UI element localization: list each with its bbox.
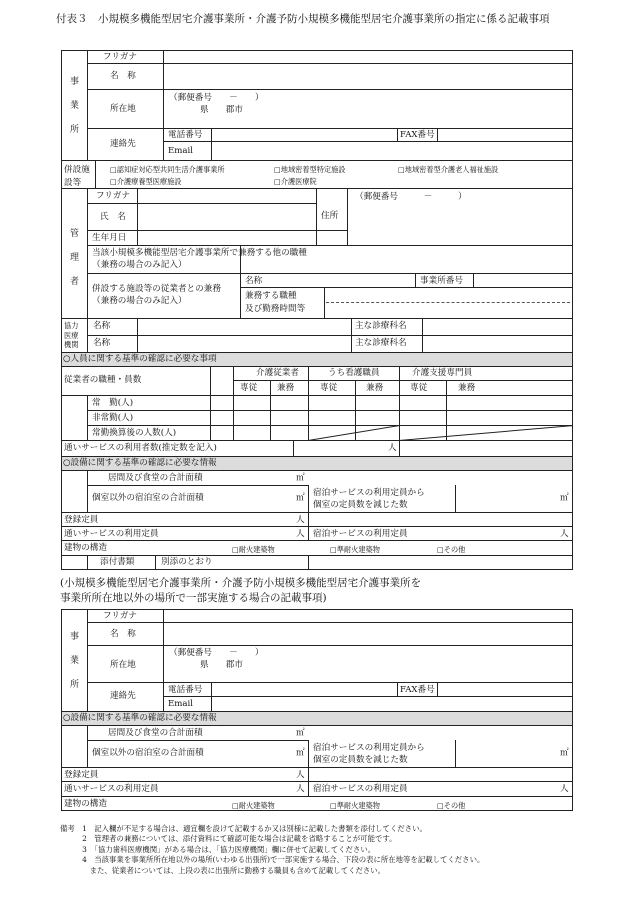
kanrisha-job-label: 兼務する職種: [245, 291, 297, 301]
note-line-1: 備考 1 記入欄が不足する場合は、適宜欄を設けて記載するか又は別様に記載した書類を添付してください。: [60, 824, 427, 833]
lower-furigana-label: フリガナ: [103, 611, 137, 621]
lower-area2-label: 個室以外の宿泊室の合計面積: [92, 748, 204, 758]
jigyosho-pref-city: 県 郡市: [200, 105, 243, 115]
staff-col2-ken: 兼務: [366, 383, 384, 393]
kyoryoku-dept-label-2: 主な診療科名: [355, 338, 407, 348]
staff-col1-label: 介護従業者: [256, 368, 299, 378]
kanrisha-name2-label: 名称: [245, 276, 263, 286]
shukuhaku-unit: 人: [560, 529, 569, 539]
lower-kozo-option-2: □準耐火建築物: [330, 801, 380, 810]
kanrisha-kenmu2-label: 併設する施設等の従業者との兼務: [92, 284, 221, 294]
lower-area1-unit: ㎡: [296, 728, 305, 738]
tsuusho-users-label: 通いサービスの利用者数(推定数を記入): [64, 443, 217, 453]
lower-location-label: 所在地: [110, 660, 136, 670]
setsubi-stay2-label: 個室の定員数を減じた数: [313, 500, 408, 510]
note-line-4: 4 当該事業を事業所所在地以外の場所(いわゆる出張所)で一部実施する場合、下段の表に所在地等を記載してください。: [60, 855, 485, 865]
lower-shukuhaku-label: 宿泊サービスの利用定員: [313, 784, 408, 794]
kanrisha-kenmu1-label: 当該小規模多機能型居宅介護事業所で兼務する他の職種: [92, 248, 307, 258]
lower-area2-unit: ㎡: [296, 748, 305, 758]
kanrisha-birth-label: 生年月日: [92, 233, 127, 243]
heisetsu-option-3: □地域密着型介護老人福祉施設: [398, 165, 499, 174]
setsubi-stay-unit: ㎡: [560, 493, 569, 503]
kanrisha-address-label: 住所: [321, 211, 339, 221]
lower-kozo-option-3: □その他: [437, 801, 466, 810]
setsubi-area2-label: 個室以外の宿泊室の合計面積: [92, 493, 204, 503]
note-line-2: 2 管理者の兼務については、添付資料にて確認可能な場合は記載を省略することが可能です。: [60, 834, 397, 844]
kozo-label: 建物の構造: [64, 543, 107, 553]
kyoryoku-name-label-2: 名称: [93, 338, 111, 348]
note-line-5: また、従業者については、上段の表に出張所に勤務する職員も含めて記載してください。: [60, 865, 386, 875]
lower-touroku-unit: 人: [296, 770, 305, 780]
staff-col2-label: うち看護職員: [328, 368, 380, 378]
kanrisha-kenmu1-note: （兼務の場合のみ記入）: [92, 260, 187, 270]
lower-pref-city: 県 郡市: [200, 660, 243, 670]
staff-col2-sen: 専従: [320, 383, 338, 393]
jigyosho-location-label: 所在地: [110, 104, 136, 114]
setsubi-stay1-label: 宿泊サービスの利用定員から: [313, 488, 425, 498]
kyoryoku-name-label-1: 名称: [93, 321, 111, 331]
lower-postal: （郵便番号 － ）: [169, 648, 264, 658]
heisetsu-option-5: □介護医療院: [274, 177, 317, 186]
setsubi-area1-unit: ㎡: [296, 473, 305, 483]
lower-email-label: Email: [168, 699, 194, 709]
lower-area1-label: 居間及び食堂の合計面積: [108, 728, 203, 738]
lower-stay-unit: ㎡: [560, 748, 569, 758]
subtitle-line-1: (小規模多機能型居宅介護事業所・介護予防小規模多機能型居宅介護事業所を: [60, 577, 422, 589]
staff-col1-ken: 兼務: [277, 383, 295, 393]
note-line-3: 3 「協力歯科医療機関」がある場合は、「協力医療機関」欄に併せて記載してください。: [60, 844, 376, 854]
lower-touroku-label: 登録定員: [64, 770, 99, 780]
kozo-option-1: □耐火建築物: [232, 545, 275, 554]
lower-kozo-label: 建物の構造: [64, 799, 107, 809]
staff-section-header: ○人員に関する基準の確認に必要な事項: [63, 354, 217, 364]
staff-row-parttime: 非常勤(人): [92, 413, 134, 423]
lower-shukuhaku-unit: 人: [560, 784, 569, 794]
shukuhaku-label: 宿泊サービスの利用定員: [313, 529, 408, 539]
lower-jigyosho-side-label: 事業所: [69, 632, 79, 690]
kyoryoku-side-label: 協力医療機関: [64, 321, 79, 349]
notes: [60, 824, 620, 876]
staff-label: 従業者の職種・員数: [64, 375, 142, 385]
lower-kozo-option-1: □耐火建築物: [232, 801, 275, 810]
heisetsu-option-1: □認知症対応型共同生活介護事業所: [110, 165, 225, 174]
jigyosho-tel-label: 電話番号: [168, 130, 203, 140]
kanrisha-office-no-label: 事業所番号: [420, 276, 463, 286]
lower-tel-label: 電話番号: [168, 685, 203, 695]
jigyosho-postal: （郵便番号 － ）: [169, 93, 264, 103]
staff-col1-sen: 専従: [240, 383, 258, 393]
kozo-option-3: □その他: [437, 545, 466, 554]
jigyosho-side-label: 事業所: [69, 77, 79, 135]
touroku-label: 登録定員: [64, 515, 99, 525]
jigyosho-fax-label: FAX番号: [400, 130, 435, 140]
staff-row-fulltime: 常 勤(人): [92, 398, 134, 408]
kayoi-unit: 人: [296, 529, 305, 539]
staff-col3-label: 介護支援専門員: [412, 368, 473, 378]
kanrisha-job2-label: 及び勤務時間等: [245, 304, 306, 314]
setsubi-section-header: ○設備に関する基準の確認に必要な情報: [63, 458, 217, 468]
staff-col3-sen: 専従: [410, 383, 428, 393]
jigyosho-name-label: 名 称: [110, 71, 136, 81]
lower-setsubi-header: ○設備に関する基準の確認に必要な情報: [63, 713, 217, 723]
lower-stay1-label: 宿泊サービスの利用定員から: [313, 743, 425, 753]
kanrisha-side-label: 管理者: [69, 229, 79, 287]
lower-contact-label: 連絡先: [110, 691, 136, 701]
lower-stay2-label: 個室の定員数を減じた数: [313, 755, 408, 765]
heisetsu-option-2: □地域密着型特定施設: [274, 165, 346, 174]
lower-fax-label: FAX番号: [400, 685, 435, 695]
tenpu-label: 添付書類: [100, 557, 135, 567]
heisetsu-label: 併設施設等: [64, 165, 90, 188]
jigyosho-contact-label: 連絡先: [110, 139, 136, 149]
form-title: 付表３ 小規模多機能型居宅介護事業所・介護予防小規模多機能型居宅介護事業所の指定に係る記載事項: [56, 13, 550, 25]
heisetsu-option-4: □介護療養型医療施設: [110, 177, 182, 186]
jigyosho-email-label: Email: [168, 146, 194, 156]
touroku-unit: 人: [296, 515, 305, 525]
lower-kayoi-label: 通いサービスの利用定員: [64, 784, 159, 794]
kozo-option-2: □準耐火建築物: [330, 545, 380, 554]
subtitle-line-2: 事業所所在地以外の場所で一部実施する場合の記載事項): [60, 592, 327, 604]
kayoi-label: 通いサービスの利用定員: [64, 529, 159, 539]
setsubi-area2-unit: ㎡: [296, 493, 305, 503]
staff-col3-ken: 兼務: [458, 383, 476, 393]
setsubi-area1-label: 居間及び食堂の合計面積: [108, 473, 203, 483]
kanrisha-furigana-label: フリガナ: [96, 191, 130, 201]
kanrisha-kenmu2-note: （兼務の場合のみ記入）: [92, 296, 187, 306]
tenpu-value: 別添のとおり: [161, 557, 213, 567]
lower-kayoi-unit: 人: [296, 784, 305, 794]
tsuusho-users-unit: 人: [388, 443, 397, 453]
lower-name-label: 名 称: [110, 629, 136, 639]
jigyosho-furigana-label: フリガナ: [103, 52, 137, 62]
kanrisha-postal: （郵便番号 － ）: [355, 192, 467, 202]
subtitle: [60, 576, 421, 606]
staff-row-fte: 常勤換算後の人数(人): [92, 428, 177, 438]
kanrisha-name-label: 氏 名: [100, 212, 126, 222]
kyoryoku-dept-label-1: 主な診療科名: [355, 321, 407, 331]
